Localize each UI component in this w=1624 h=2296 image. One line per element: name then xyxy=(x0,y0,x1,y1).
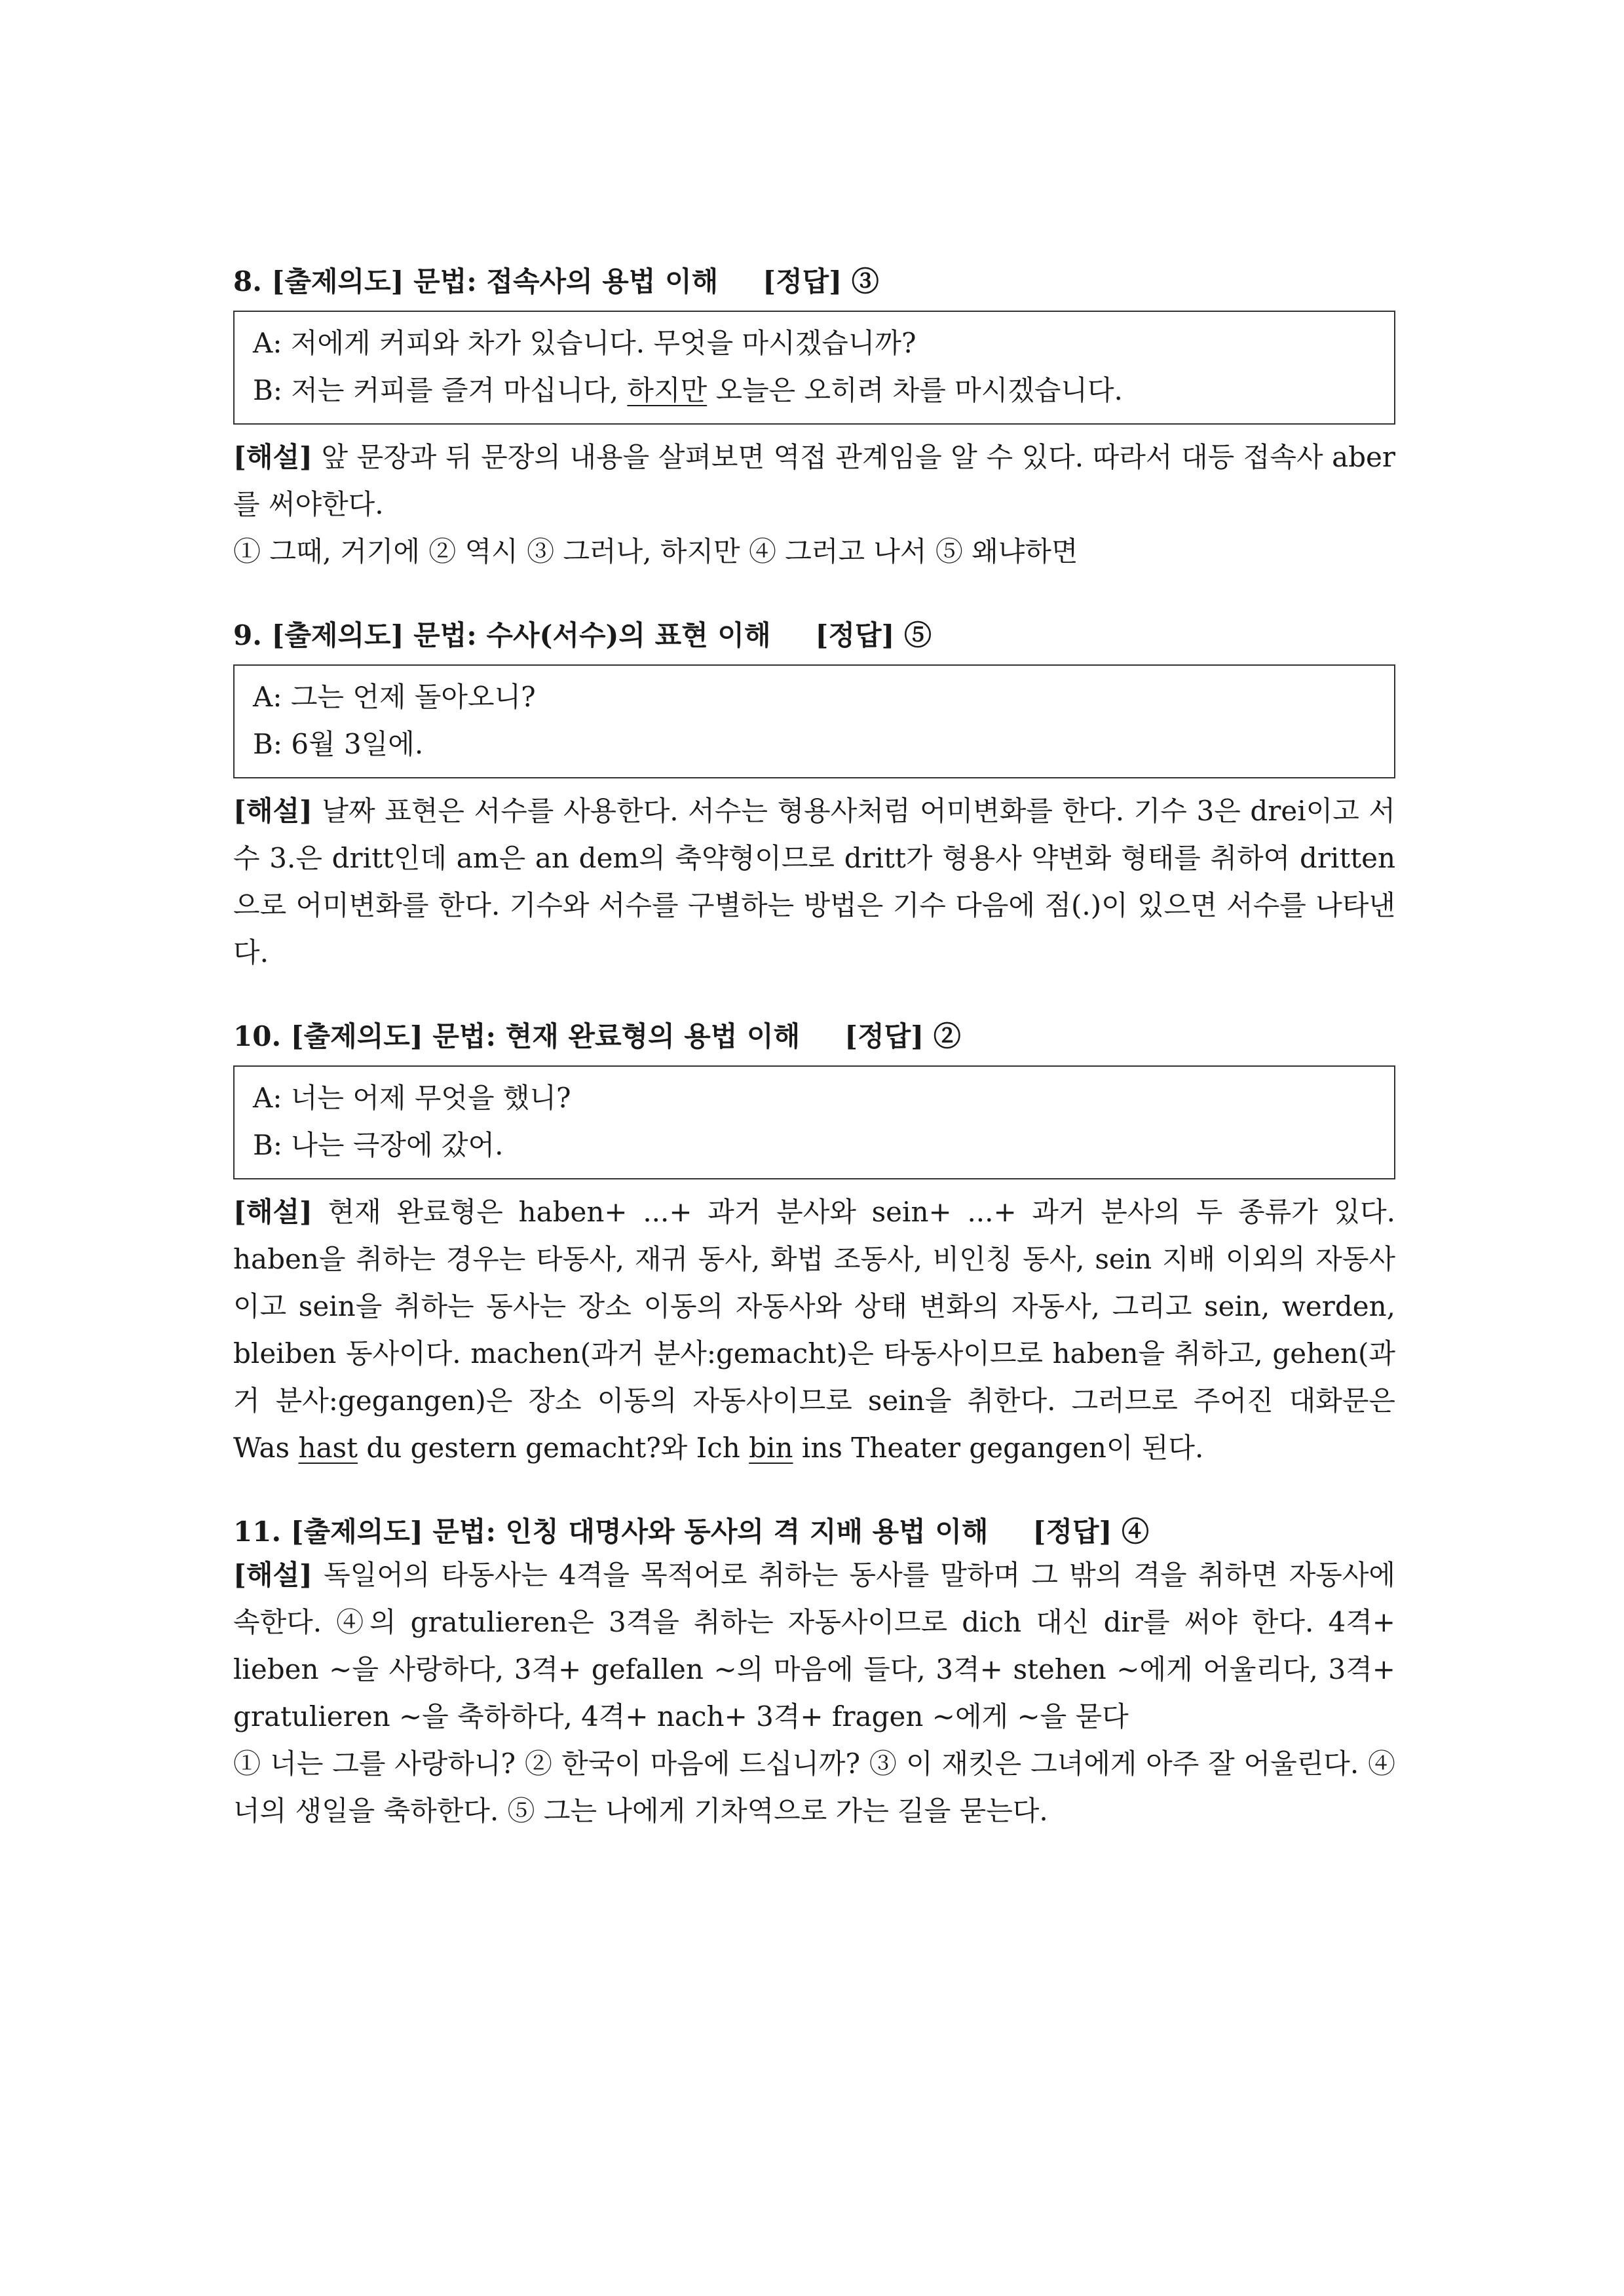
question-9-title: 9. [출제의도] 문법: 수사(서수)의 표현 이해 xyxy=(233,619,771,651)
explanation-tag: [해설] xyxy=(233,1559,312,1591)
explanation-text: 독일어의 타동사는 4격을 목적어로 취하는 동사를 말하며 그 밖의 격을 취하면 자동사에 속한다. ④의 gratulieren은 3격을 취하는 자동사이므로 dich 대신 dir를 써야 한다. 4격+ lieben ~을 사랑하다, 3격+ gefallen ~의 마음에 들다, 3격+ stehen ~에게 어울리다, 3격+ gratulieren ~을 축하하다, 4격+ nach+ 3격+ fragen ~에게 ~을 묻다 xyxy=(233,1559,1395,1732)
underlined-word: 하지만 xyxy=(627,374,708,406)
question-8-heading xyxy=(233,262,1395,301)
section-spacer xyxy=(233,976,1395,1017)
underlined-word-hast: hast xyxy=(298,1432,358,1464)
explanation-tag: [해설] xyxy=(233,795,312,827)
explanation-text-part-1: 현재 완료형은 haben+ ...+ 과거 분사와 sein+ ...+ 과거 분사의 두 종류가 있다. haben을 취하는 경우는 타동사, 재귀 동사, 화법 조동사, 비인칭 동사, sein 지배 이외의 자동사이고 sein을 취하는 동사는 장소 이동의 자동사와 상태 변화의 자동사, 그리고 sein, werden, bleiben 동사이다. machen(과거 분사:gemacht)은 타동사이므로 haben을 취하고, gehen(과거 분사:gegangen)은 장소 이동의 자동사이므로 sein을 취한다. 그러므로 주어진 대화문은 Was xyxy=(233,1196,1395,1464)
question-10-title: 10. [출제의도] 문법: 현재 완료형의 용법 이해 xyxy=(233,1020,801,1052)
question-9-answer: [정답] ⑤ xyxy=(815,619,932,651)
question-10-answer: [정답] ② xyxy=(844,1020,961,1052)
question-8-options: ① 그때, 거기에 ② 역시 ③ 그러나, 하지만 ④ 그러고 나서 ⑤ 왜냐하면 xyxy=(233,535,1078,567)
question-10-heading xyxy=(233,1017,1395,1056)
question-11-options: ① 너는 그를 사랑하니? ② 한국이 마음에 드십니까? ③ 이 재킷은 그녀에게 아주 잘 어울린다. ④ 너의 생일을 축하한다. ⑤ 그는 나에게 기차역으로 가는 길을 묻는다. xyxy=(233,1748,1395,1827)
question-11-heading xyxy=(233,1512,1395,1552)
question-11-answer: [정답] ④ xyxy=(1032,1516,1150,1548)
explanation-text-part-3: ins Theater gegangen이 된다. xyxy=(793,1432,1204,1464)
question-10 xyxy=(233,1017,1395,1472)
dialog-line-b-start: B: 저는 커피를 즐겨 마십니다, xyxy=(253,374,628,406)
answer-sheet-page xyxy=(233,262,1395,1835)
question-9 xyxy=(233,616,1395,976)
section-spacer xyxy=(233,575,1395,616)
explanation-text: 날짜 표현은 서수를 사용한다. 서수는 형용사처럼 어미변화를 한다. 기수 3은 drei이고 서수 3.은 dritt인데 am은 an dem의 축약형이므로 dritt가 형용사 약변화 형태를 취하여 dritten으로 어미변화를 한다. 기수와 서수를 구별하는 방법은 기수 다음에 점(.)이 있으면 서수를 나타낸다. xyxy=(233,795,1395,968)
dialog-line-a: A: 너는 어제 무엇을 했니? xyxy=(253,1082,571,1114)
explanation-tag: [해설] xyxy=(233,441,312,473)
question-8 xyxy=(233,262,1395,575)
underlined-word-bin: bin xyxy=(749,1432,793,1464)
dialog-line-b: B: 나는 극장에 갔어. xyxy=(253,1129,504,1161)
question-11-title: 11. [출제의도] 문법: 인칭 대명사와 동사의 격 지배 용법 이해 xyxy=(233,1516,989,1548)
question-11 xyxy=(233,1512,1395,1835)
dialog-line-b-end: 오늘은 오히려 차를 마시겠습니다. xyxy=(707,374,1123,406)
question-8-title: 8. [출제의도] 문법: 접속사의 용법 이해 xyxy=(233,265,719,297)
question-8-dialog-box xyxy=(233,311,1395,425)
explanation-tag: [해설] xyxy=(233,1196,312,1228)
question-11-explanation xyxy=(233,1552,1395,1740)
question-8-answer: [정답] ③ xyxy=(763,265,879,297)
dialog-line-b xyxy=(253,367,1376,414)
question-9-explanation xyxy=(233,788,1395,976)
question-9-heading xyxy=(233,616,1395,655)
dialog-line-a: A: 저에게 커피와 차가 있습니다. 무엇을 마시겠습니까? xyxy=(253,327,916,359)
question-9-dialog-box xyxy=(233,664,1395,778)
question-8-explanation xyxy=(233,434,1395,528)
dialog-line-b: B: 6월 3일에. xyxy=(253,728,424,760)
question-10-dialog-box xyxy=(233,1065,1395,1179)
explanation-text: 앞 문장과 뒤 문장의 내용을 살펴보면 역접 관계임을 알 수 있다. 따라서 대등 접속사 aber를 써야한다. xyxy=(233,441,1395,520)
explanation-text-part-2: du gestern gemacht?와 Ich xyxy=(358,1432,749,1464)
dialog-line-a: A: 그는 언제 돌아오니? xyxy=(253,681,536,713)
section-spacer xyxy=(233,1472,1395,1512)
question-10-explanation xyxy=(233,1189,1395,1472)
